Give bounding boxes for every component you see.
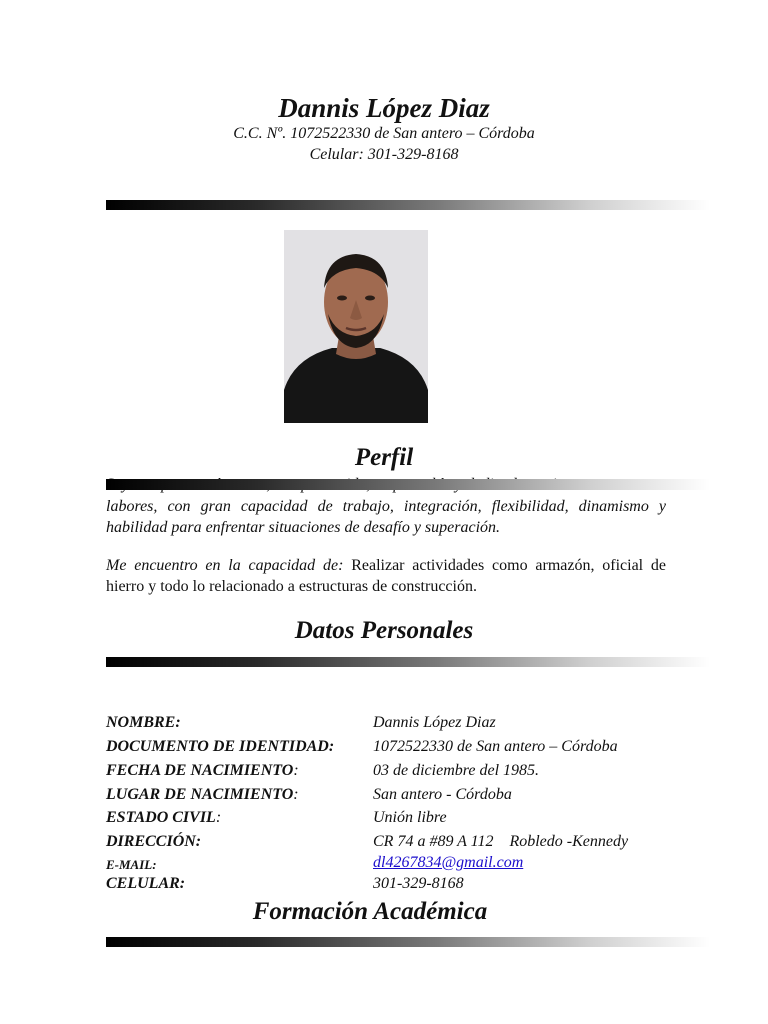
phone-line: Celular: 301-329-8168 — [309, 146, 459, 163]
label-celular: CELULAR: — [106, 875, 186, 892]
value-lugar-nacimiento: San antero - Córdoba — [373, 786, 512, 803]
value-celular: 301-329-8168 — [373, 875, 464, 892]
profile-photo — [284, 230, 428, 423]
section-title-formacion: Formación Académica — [252, 898, 488, 925]
divider — [106, 937, 710, 947]
capacity-paragraph — [106, 555, 666, 597]
divider — [106, 657, 710, 667]
candidate-name: Dannis López Diaz — [278, 93, 490, 123]
label-lugar-nacimiento: LUGAR DE NACIMIENTO: — [106, 786, 299, 803]
capacity-text: Realizar actividades como armazón, oficial de hierro y todo lo relacionado a estructuras de construcción. — [106, 557, 667, 595]
label-estado-civil: ESTADO CIVIL: — [106, 809, 222, 826]
label-email: E-MAIL: — [106, 857, 157, 872]
section-title-perfil: Perfil — [354, 444, 414, 471]
divider — [106, 200, 710, 210]
label-fecha-nacimiento: FECHA DE NACIMIENTO: — [106, 762, 299, 779]
value-direccion: CR 74 a #89 A 112 Robledo -Kennedy — [373, 833, 629, 850]
label-direccion: DIRECCIÓN: — [106, 833, 202, 850]
label-documento: DOCUMENTO DE IDENTIDAD: — [106, 738, 335, 755]
divider — [106, 479, 710, 490]
id-line: C.C. Nº. 1072522330 de San antero – Córdoba — [233, 125, 535, 142]
label-nombre: NOMBRE: — [106, 714, 181, 731]
email-link[interactable]: dl4267834@gmail.com — [373, 854, 524, 871]
value-documento: 1072522330 de San antero – Córdoba — [373, 738, 618, 755]
value-fecha-nacimiento: 03 de diciembre del 1985. — [373, 762, 540, 779]
capacity-lead: Me encuentro en la capacidad de: — [106, 557, 344, 574]
value-nombre: Dannis López Diaz — [373, 714, 496, 731]
profile-paragraph: labores, con gran capacidad de trabajo, integración, flexibilidad, dinamismo y habilidad para enfrentar situaciones de desafío y superación. — [106, 498, 666, 536]
section-title-datos: Datos Personales — [294, 617, 474, 644]
value-estado-civil: Unión libre — [373, 809, 447, 826]
